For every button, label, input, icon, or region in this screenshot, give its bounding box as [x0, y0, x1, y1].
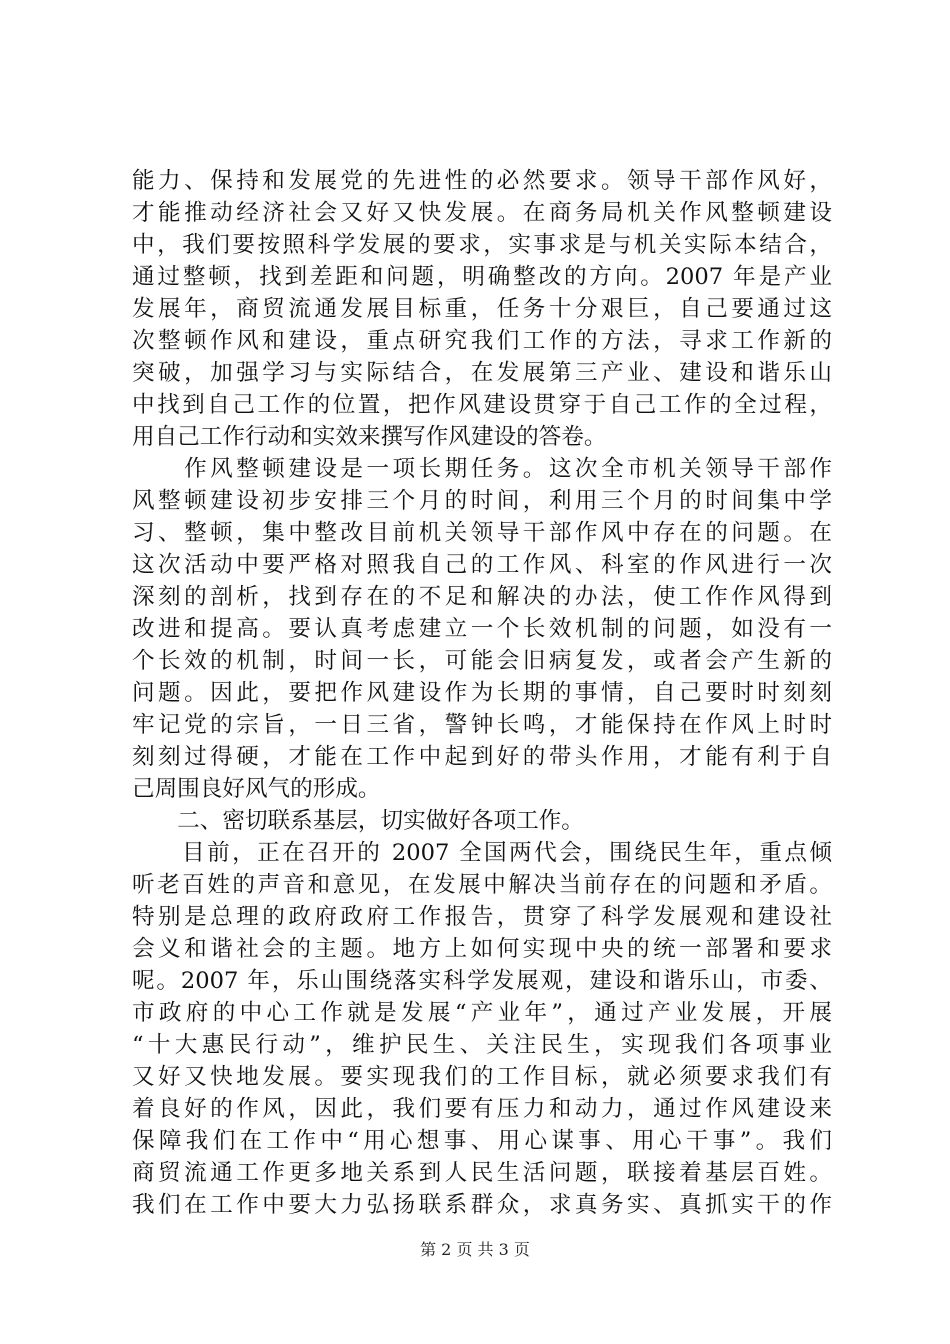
document-body	[132, 165, 832, 1221]
text-line: 目前，正在召开的 2007 全国两代会，围绕民生年，重点倾	[132, 840, 832, 866]
text-line: 二、密切联系基层，切实做好各项工作。	[132, 808, 584, 834]
text-line: 特别是总理的政府政府工作报告，贯穿了科学发展观和建设社	[132, 904, 832, 930]
text-line: 商贸流通工作更多地关系到人民生活问题，联接着基层百姓。	[132, 1160, 832, 1186]
text-line: 通过整顿，找到差距和问题，明确整改的方向。2007 年是产业	[132, 264, 832, 290]
text-line: 着良好的作风，因此，我们要有压力和动力，通过作风建设来	[132, 1096, 832, 1122]
text-line: 发展年，商贸流通发展目标重，任务十分艰巨，自己要通过这	[132, 296, 832, 322]
text-line: 这次活动中要严格对照我自己的工作风、科室的作风进行一次	[132, 552, 832, 578]
text-line: 刻刻过得硬，才能在工作中起到好的带头作用，才能有利于自	[132, 744, 832, 770]
text-line: 习、整顿，集中整改目前机关领导干部作风中存在的问题。在	[132, 520, 832, 546]
text-line: 个长效的机制，时间一长，可能会旧病复发，或者会产生新的	[132, 648, 832, 674]
text-line: 能力、保持和发展党的先进性的必然要求。领导干部作风好，	[132, 168, 832, 194]
text-line: 中，我们要按照科学发展的要求，实事求是与机关实际本结合，	[132, 232, 832, 258]
text-line: 突破，加强学习与实际结合，在发展第三产业、建设和谐乐山	[132, 360, 832, 386]
text-line: 牢记党的宗旨，一日三省，警钟长鸣，才能保持在作风上时时	[132, 712, 832, 738]
text-line: 用自己工作行动和实效来撰写作风建设的答卷。	[132, 424, 607, 450]
text-line: 我们在工作中要大力弘扬联系群众，求真务实、真抓实干的作	[132, 1192, 832, 1218]
text-line: 深刻的剖析，找到存在的不足和解决的办法，使工作作风得到	[132, 584, 832, 610]
text-line: 次整顿作风和建设，重点研究我们工作的方法，寻求工作新的	[132, 328, 832, 354]
text-line: 作风整顿建设是一项长期任务。这次全市机关领导干部作	[132, 456, 832, 482]
text-line: 问题。因此，要把作风建设作为长期的事情，自己要时时刻刻	[132, 680, 832, 706]
text-line: “十大惠民行动”，维护民生、关注民生，实现我们各项事业	[132, 1032, 832, 1058]
text-line: 保障我们在工作中“用心想事、用心谋事、用心干事”。我们	[132, 1128, 832, 1154]
page-footer: 第 2 页 共 3 页	[420, 1240, 530, 1259]
text-line: 改进和提高。要认真考虑建立一个长效机制的问题，如没有一	[132, 616, 832, 642]
text-line: 风整顿建设初步安排三个月的时间，利用三个月的时间集中学	[132, 488, 832, 514]
text-line: 己周围良好风气的形成。	[132, 776, 381, 802]
text-line: 又好又快地发展。要实现我们的工作目标，就必须要求我们有	[132, 1064, 832, 1090]
text-line: 才能推动经济社会又好又快发展。在商务局机关作风整顿建设	[132, 200, 832, 226]
text-line: 市政府的中心工作就是发展“产业年”，通过产业发展，开展	[132, 1000, 832, 1026]
text-line: 会义和谐社会的主题。地方上如何实现中央的统一部署和要求	[132, 936, 832, 962]
text-line: 听老百姓的声音和意见，在发展中解决当前存在的问题和矛盾。	[132, 872, 832, 898]
text-line: 中找到自己工作的位置，把作风建设贯穿于自己工作的全过程，	[132, 392, 832, 418]
text-line: 呢。2007 年，乐山围绕落实科学发展观，建设和谐乐山，市委、	[132, 968, 832, 994]
